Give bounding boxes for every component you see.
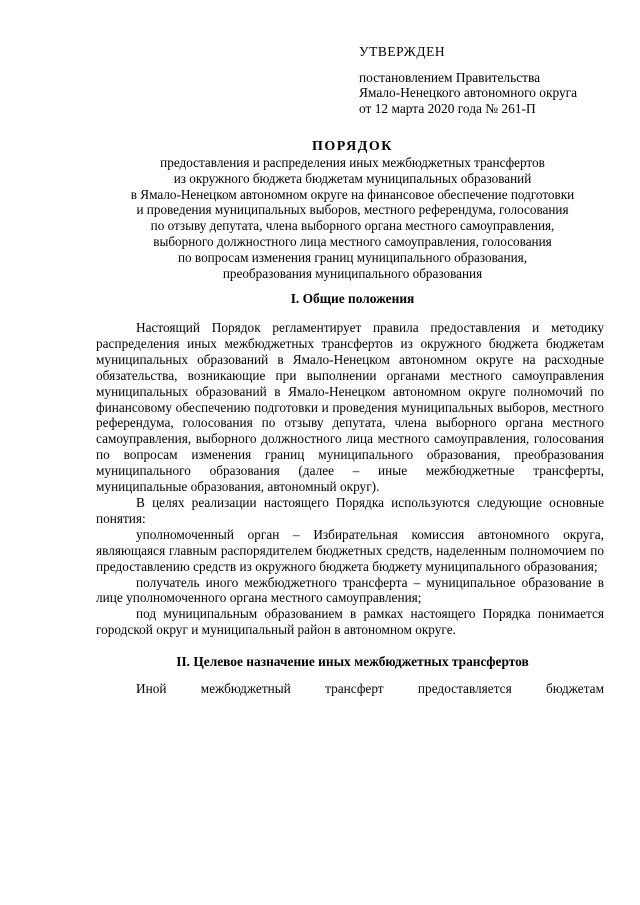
document-subtitle <box>0 155 640 281</box>
approval-line: Ямало-Ненецкого автономного округа <box>359 85 578 100</box>
subtitle-line: по вопросам изменения границ муниципального образования, <box>177 249 528 265</box>
subtitle-line: из окружного бюджета бюджетам муниципальных образований <box>173 170 532 186</box>
paragraph: получатель иного межбюджетного трансферта – муниципальное образование в лице уполномоченного органа местного самоуправления; <box>96 574 604 606</box>
subtitle-line: и проведения муниципальных выборов, местного референдума, голосования <box>136 202 569 218</box>
subtitle-line: по отзыву депутата, члена выборного органа местного самоуправления, <box>150 218 555 234</box>
paragraph: Настоящий Порядок регламентирует правила предоставления и методику распределения иных межбюджетных трансфертов из окружного бюджета бюджетам муниципальных образований в Ямало-Ненецком автономном округе на расходные обязательства, возникающие при выполнении органами местного самоуправления муниципальных образований в Ямало-Ненецком автономном округе полномочий по финансовому обеспечению подготовки и проведения муниципальных выборов, местного референдума, голосования по отзыву депутата, члена выборного органа местного самоуправления, выборного должностного лица местного самоуправления, голосования по вопросам изменения границ муниципального образования, преобразования муниципального образования (далее – иные межбюджетные трансферты, муниципальные образования, автономный округ). <box>96 320 604 495</box>
approval-line: от 12 марта 2020 года № 261-П <box>359 100 536 116</box>
subtitle-line: преобразования муниципального образования <box>222 265 483 281</box>
section-body <box>96 681 604 697</box>
paragraph: под муниципальным образованием в рамках настоящего Порядка понимается городской округ и муниципальный район в автономном округе. <box>96 606 604 638</box>
subtitle-line: предоставления и распределения иных межбюджетных трансфертов <box>160 155 545 170</box>
subtitle-line: выборного должностного лица местного самоуправления, голосования <box>153 233 552 249</box>
document-title: ПОРЯДОК <box>312 139 393 154</box>
section-heading: I. Общие положения <box>290 291 415 306</box>
subtitle-line: в Ямало-Ненецком автономном округе на финансовое обеспечение подготовки <box>130 186 575 202</box>
section-body <box>96 320 604 638</box>
approval-stamp: УТВЕРЖДЕН <box>359 44 446 59</box>
approval-line: постановлением Правительства <box>359 69 541 85</box>
paragraph: Иной межбюджетный трансферт предоставляется бюджетам <box>136 681 604 696</box>
paragraph: уполномоченный орган – Избирательная комиссия автономного округа, являющаяся главным распорядителем бюджетных средств, наделенным полномочием по предоставлению средств из окружного бюджета бюджету муниципального образования; <box>96 526 604 574</box>
paragraph: В целях реализации настоящего Порядка используются следующие основные понятия: <box>96 494 604 526</box>
approval-block <box>359 44 629 116</box>
section-heading: II. Целевое назначение иных межбюджетных трансфертов <box>176 654 529 669</box>
